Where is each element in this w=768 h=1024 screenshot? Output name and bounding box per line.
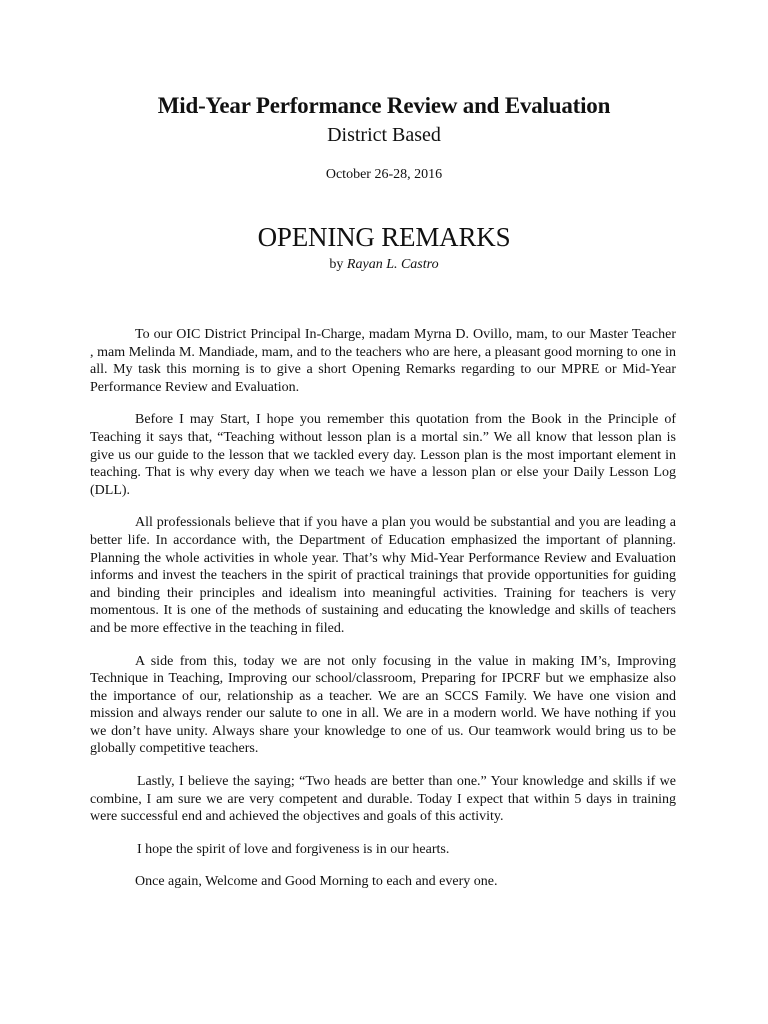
author-name: Rayan L. Castro — [346, 257, 439, 272]
paragraph-planning: All professionals believe that if you have a plan you would be substantial and you are leading a better life. In accordance with, the Department of Education emphasized the important of planning. Planning the whole activities in whole year. That’s why Mid-Year Performance Review and Evaluation informs and invest the teachers in the spirit of practical trainings that provide opportunities for guiding and binding their principles and idealism into meaningful activities. Training for teachers is very momentous. It is one of the methods of sustaining and educating the knowledge and skills of teachers and be more effective in the teaching in filed. — [90, 515, 676, 636]
paragraph-closing: Once again, Welcome and Good Morning to each and every one. — [135, 874, 498, 890]
paragraph-lesson-plan: Before I may Start, I hope you remember this quotation from the Book in the Principle of Teaching it says that, “Teaching without lesson plan is a mortal sin.” We all know that lesson plan is give us our guide to the lesson that we tackled every day. Lesson plan is the most important element in teaching. That is why every day when we teach we have a lesson plan or else your Daily Lesson Log (DLL). — [90, 412, 676, 498]
document-subtitle: District Based — [327, 124, 441, 146]
paragraph-greeting: To our OIC District Principal In-Charge, madam Myrna D. Ovillo, mam, to our Master Teacher , mam Melinda M. Mandiade, mam, and to the teachers who are here, a pleasant good morning to one in all. My task this morning is to give a short Opening Remarks regarding to our MPRE or Mid-Year Performance Review and Evaluation. — [90, 327, 676, 395]
document-body — [90, 326, 676, 906]
event-date: October 26-28, 2016 — [325, 167, 443, 182]
document-title: Mid-Year Performance Review and Evaluation — [157, 93, 611, 118]
section-heading: OPENING REMARKS — [257, 222, 511, 252]
byline-prefix: by — [329, 257, 347, 272]
paragraph-teamwork: A side from this, today we are not only focusing in the value in making IM’s, Improving Technique in Teaching, Improving our school/classroom, Preparing for IPCRF but we emphasize also the importance of our, relationship as a teacher. We are an SCCS Family. We have one vision and mission and always render our salute to one in all. We are in a modern world. We have nothing if you we don’t have unity. Always share your knowledge to one of us. Our teamwork would bring us to be globally competitive teachers. — [90, 653, 676, 757]
paragraph-spirit: I hope the spirit of love and forgiveness is in our hearts. — [137, 841, 450, 857]
byline — [0, 257, 768, 273]
paragraph-lastly: Lastly, I believe the saying; “Two heads are better than one.” Your knowledge and skills if we combine, I am sure we are very competent and durable. Today I expect that within 5 days in training were successful end and achieved the objectives and goals of this activity. — [90, 774, 676, 825]
